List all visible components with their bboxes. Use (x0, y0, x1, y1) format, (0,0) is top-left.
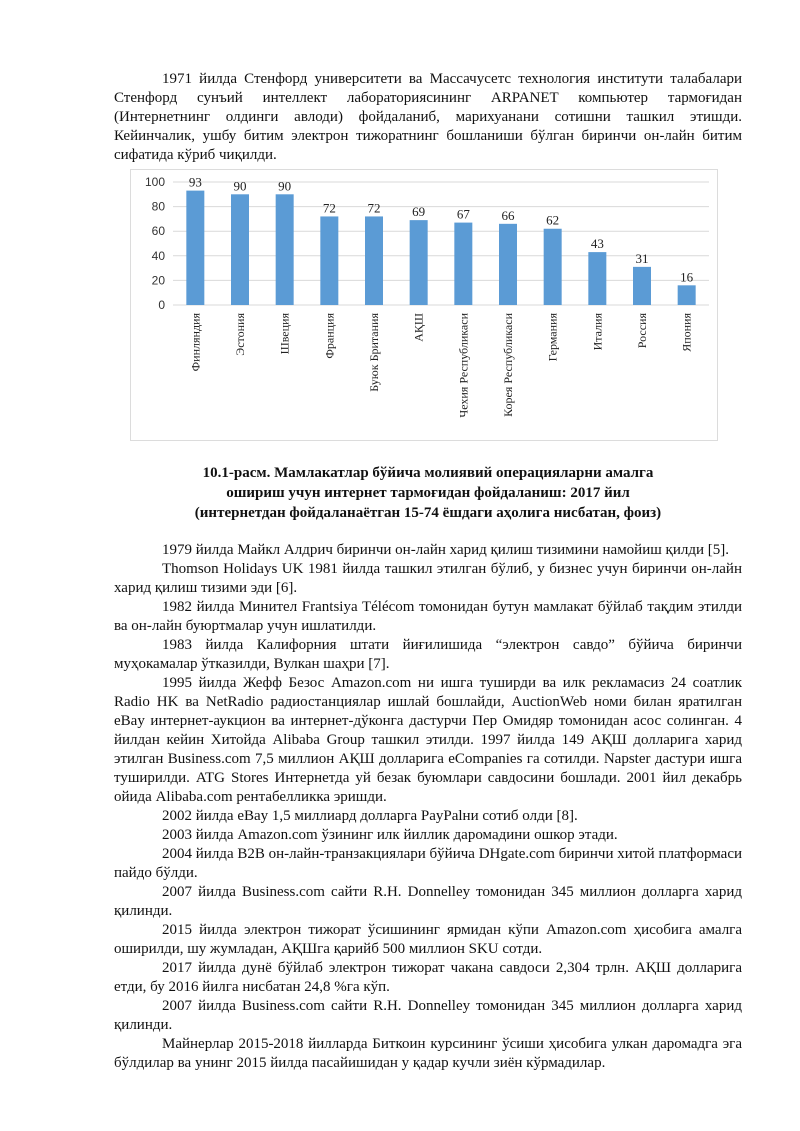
y-tick-label: 0 (158, 298, 165, 312)
y-tick-label: 60 (151, 224, 165, 239)
bar (633, 267, 651, 305)
caption-line-3: (интернетдан фойдаланаётган 15-74 ёшдаги аҳолига нисбатан, фоиз) (194, 505, 662, 521)
paragraph: 2017 йилда дунё бўйлаб электрон тижорат чакана савдоси 2,304 трлн. АҚШ долларига етди, бу 2016 йилга нисбатан 24,8 %га кўп. (114, 960, 742, 995)
bar (499, 224, 517, 305)
bar (276, 194, 294, 305)
y-tick-label: 100 (144, 175, 165, 189)
data-label: 31 (635, 250, 649, 266)
y-tick-label: 40 (151, 248, 165, 263)
caption-line-2: ошириш учун интернет тармоғидан фойдаланиш: 2017 йил (226, 485, 630, 501)
x-tick-label: Япония (679, 313, 694, 352)
figure-caption (114, 463, 742, 523)
paragraph: 1982 йилда Минител Frantsiya Télécom томонидан бутун мамлакат бўйлаб тақдим этилди ва он-лайн буюртмалар учун ишлатилди. (114, 599, 742, 634)
data-label: 72 (322, 200, 336, 216)
bar (544, 229, 562, 305)
data-label: 93 (188, 174, 202, 190)
x-tick-label: Буюк Британия (367, 313, 381, 392)
x-tick-label: Эстония (233, 313, 247, 356)
document-page (114, 70, 742, 1073)
data-label: 62 (546, 212, 560, 228)
paragraph: 1979 йилда Майкл Алдрич биринчи он-лайн харид қилиш тизимини намойиш қилди [5]. (162, 542, 729, 558)
bar (231, 194, 249, 305)
caption-line-1: 10.1-расм. Мамлакатлар бўйича молиявий операцияларни амалга (202, 465, 654, 481)
x-tick-label: Германия (545, 313, 560, 362)
bar-chart (130, 169, 718, 441)
x-tick-label: Франция (322, 313, 337, 359)
paragraph: 2007 йилда Business.com сайти R.H. Donnelley томонидан 345 миллион долларга харид қилинди. (114, 998, 742, 1033)
data-label: 66 (501, 207, 515, 223)
data-label: 90 (233, 178, 247, 194)
paragraph: 2002 йилда eBay 1,5 миллиард долларга PayPalни сотиб олди [8]. (162, 808, 578, 824)
intro-paragraph: 1971 йилда Стенфорд университети ва Массачусетс технология институти талабалари Стенфорд сунъий интеллект лабораториясининг ARPANET компьютер тармоғидан (Интернетнинг олдинги авлоди) фойдаланиб, марихуанани сотишни ташкил этишди. Кейинчалик, ушбу битим электрон тижоратнинг бошланиши бўлган биринчи он-лайн битим сифатида кўриб чиқилди. (114, 71, 742, 163)
bar (320, 216, 338, 305)
bar (186, 191, 204, 305)
y-tick-label: 80 (151, 199, 165, 214)
bar (454, 223, 472, 305)
body-text (114, 541, 742, 1073)
data-label: 90 (278, 178, 292, 194)
bar (410, 220, 428, 305)
y-tick-label: 20 (151, 273, 165, 288)
paragraph: 2003 йилда Amazon.com ўзининг илк йиллик даромадини ошкор этади. (162, 827, 618, 843)
x-tick-label: Италия (590, 313, 605, 351)
paragraph: 2015 йилда электрон тижорат ўсишининг ярмидан кўпи Amazon.com ҳисобига амалга оширилди, шу жумладан, АҚШга қарийб 500 миллион SKU сотди. (114, 922, 742, 957)
paragraph: 1995 йилда Жефф Безос Amazon.com ни ишга туширди ва илк рекламасиз 24 соатлик Radio HK ва NetRadio радиостанциялар ишлай бошлайди, AuctionWeb номи билан яратилган eBay интернет-аукцион ва интернет-дўконга дастурчи Пер Омидяр томонидан асос солинган. 4 йилдан кейин Хитойда Alibaba Group ташкил этилди. 1997 йилда 149 АҚШ долларига харид этилган Business.com 7,5 миллион АҚШ долларига eCompanies га сотилди. Napster дастури ишга туширилди. ATG Stores Интернетда уй безак буюмлари савдосини бошлади. 2001 йил декабрь ойида Alibaba.com рентабелликка эришди. (114, 675, 742, 805)
paragraph: 2007 йилда Business.com сайти R.H. Donnelley томонидан 345 миллион долларга харид қилинди. (114, 884, 742, 919)
paragraph: Thomson Holidays UK 1981 йилда ташкил этилган бўлиб, у бизнес учун биринчи он-лайн харид қилиш тизими эди [6]. (114, 561, 742, 596)
x-tick-label: АҚШ (411, 313, 426, 342)
data-label: 69 (412, 204, 426, 220)
bar (365, 216, 383, 305)
x-tick-label: Россия (635, 313, 649, 349)
bar (588, 252, 606, 305)
x-tick-label: Финляндия (188, 313, 203, 372)
x-tick-label: Чехия Республикаси (456, 313, 471, 418)
data-label: 16 (680, 269, 694, 285)
data-label: 72 (367, 200, 381, 216)
paragraph: 2004 йилда B2B он-лайн-транзакциялари бўйича DHgate.com биринчи хитой платформаси пайдо бўлди. (114, 846, 742, 881)
bar (678, 285, 696, 305)
x-tick-label: Швеция (277, 313, 292, 355)
paragraph: Майнерлар 2015-2018 йилларда Биткоин курсининг ўсиши ҳисобига улкан даромадга эга бўлдилар ва унинг 2015 йилда пасайишидан у қадар кучли зиён кўрмадилар. (114, 1036, 742, 1071)
paragraph: 1983 йилда Калифорния штати йиғилишида “электрон савдо” бўйича биринчи муҳокамалар ўтказилди, Вулкан шаҳри [7]. (114, 637, 742, 672)
bar-chart-svg (131, 170, 717, 440)
data-label: 67 (456, 206, 470, 222)
data-label: 43 (590, 236, 604, 252)
x-tick-label: Корея Республикаси (501, 313, 515, 417)
